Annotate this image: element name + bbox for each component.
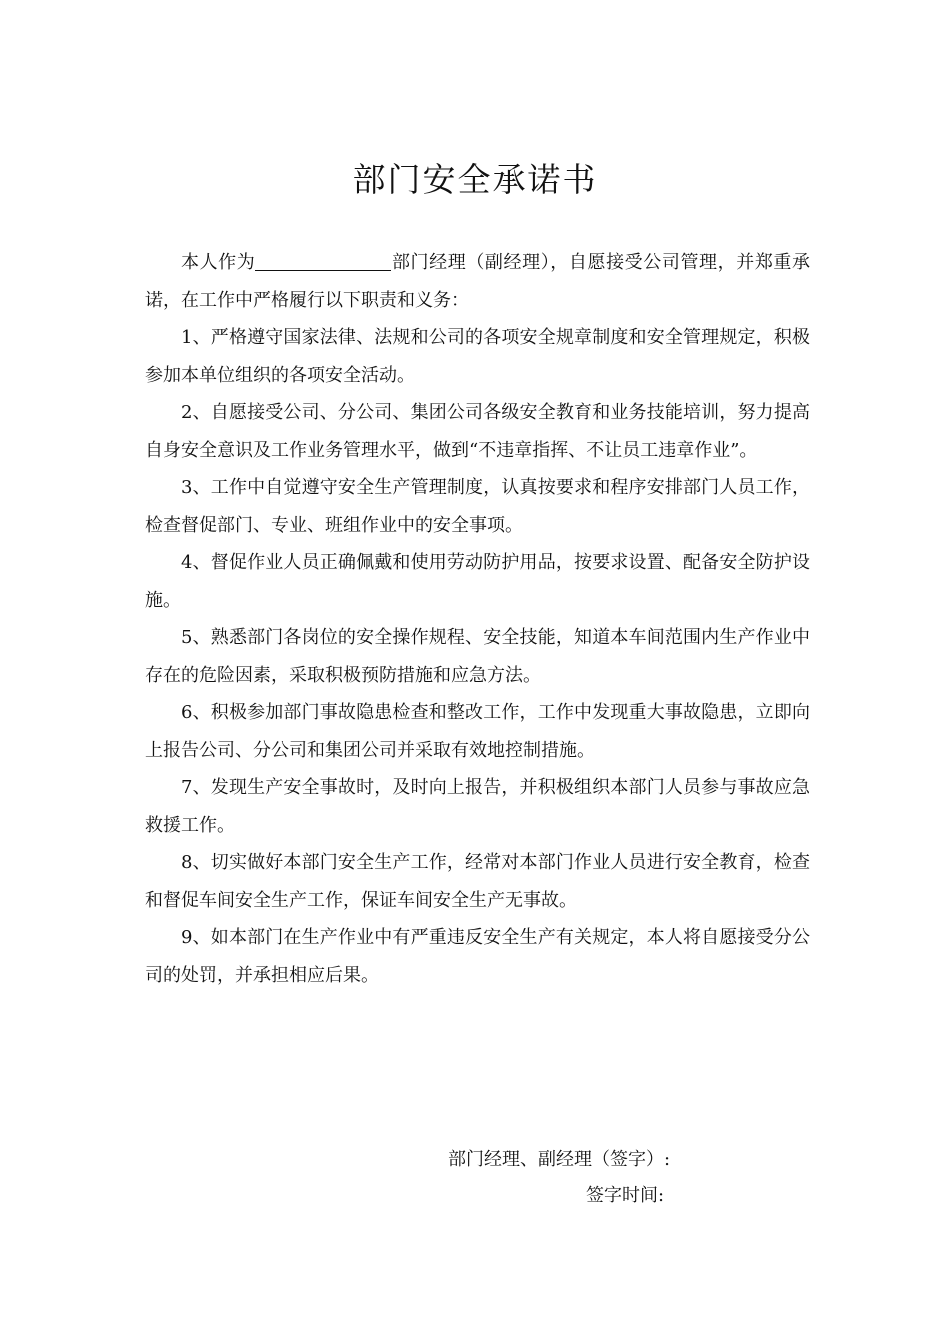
intro-text-after: 部门经理（副经理），自愿接受公司管理，并郑重承诺，在工作中严格履行以下职责和义务：: [145, 252, 811, 311]
item-6: 6、积极参加部门事故隐患检查和整改工作，工作中发现重大事故隐患，立即向上报告公司、分公司和集团公司并采取有效地控制措施。: [145, 702, 810, 761]
item-2: 2、自愿接受公司、分公司、集团公司各级安全教育和业务技能培训，努力提高自身安全意识及工作业务管理水平，做到“不违章指挥、不让员工违章作业”。: [145, 402, 810, 461]
sign-date-label: 签字时间:: [586, 1185, 665, 1206]
item-3: 3、工作中自觉遵守安全生产管理制度，认真按要求和程序安排部门人员工作，检查督促部门、专业、班组作业中的安全事项。: [145, 477, 810, 536]
item-8: 8、切实做好本部门安全生产工作，经常对本部门作业人员进行安全教育，检查和督促车间安全生产工作，保证车间安全生产无事故。: [145, 852, 810, 911]
item-9: 9、如本部门在生产作业中有严重违反安全生产有关规定，本人将自愿接受分公司的处罚，并承担相应后果。: [145, 927, 810, 986]
item-7: 7、发现生产安全事故时，及时向上报告，并积极组织本部门人员参与事故应急救援工作。: [145, 777, 810, 836]
intro-paragraph: [145, 244, 810, 319]
document-title: 部门安全承诺书: [352, 160, 598, 199]
intro-text-before: 本人作为: [181, 252, 256, 273]
item-1: 1、严格遵守国家法律、法规和公司的各项安全规章制度和安全管理规定，积极参加本单位组织的各项安全活动。: [145, 327, 810, 386]
document-body: [145, 244, 810, 994]
signer-label: 部门经理、副经理（签字）:: [448, 1149, 671, 1170]
item-4: 4、督促作业人员正确佩戴和使用劳动防护用品，按要求设置、配备安全防护设施。: [145, 552, 810, 611]
item-5: 5、熟悉部门各岗位的安全操作规程、安全技能，知道本车间范围内生产作业中存在的危险因素，采取积极预防措施和应急方法。: [145, 627, 810, 686]
department-blank-line: [255, 250, 391, 271]
